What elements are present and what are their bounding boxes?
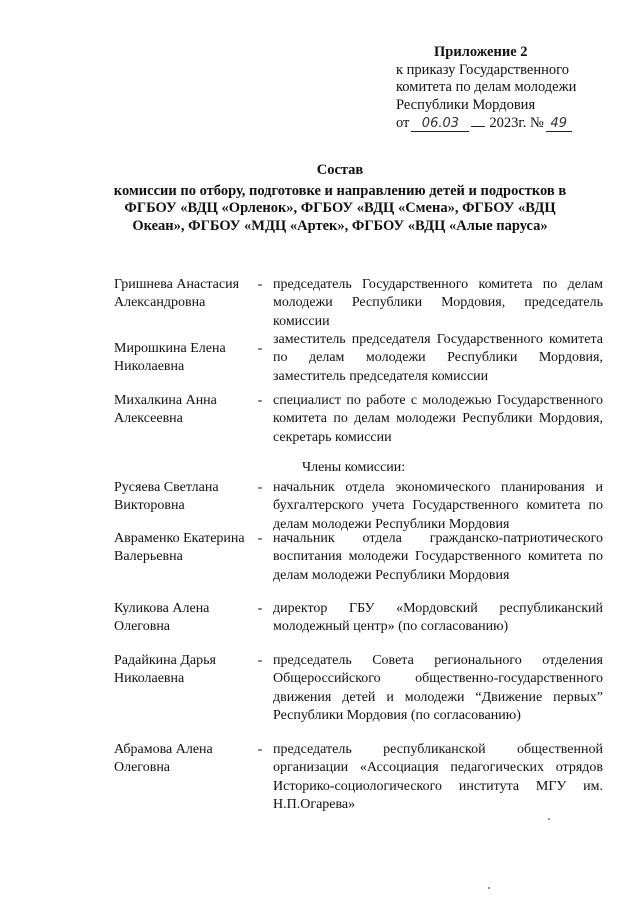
blank-line: [471, 114, 485, 127]
person-name: Михалкина Анна Алексеевна: [114, 393, 217, 427]
dash: -: [257, 341, 263, 356]
dash: -: [257, 393, 263, 408]
person-name: Мирошкина Елена Николаевна: [114, 341, 226, 375]
scan-speck: [488, 887, 490, 889]
order-date-line: [396, 114, 626, 133]
dash: -: [257, 742, 263, 757]
person-role: начальник отдела экономического планирования и бухгалтерского учета Государственного комитета по делам молодежи Республики Мордовия: [273, 480, 603, 532]
person-name: Абрамова Алена Олеговна: [114, 742, 213, 776]
dash: -: [257, 601, 263, 616]
heading-subtitle: комиссии по отбору, подготовке и направлению детей и подростков в ФГБОУ «ВДЦ «Орленок», ФГБОУ «ВДЦ «Смена», ФГБОУ «ВДЦ Океан», ФГБОУ «МДЦ «Артек», ФГБОУ «ВДЦ «Алые паруса»: [113, 182, 567, 234]
person-name: Гришнева Анастасия Александровна: [114, 277, 240, 311]
appendix-line: Республики Мордовия: [396, 96, 536, 113]
appendix-title: Приложение 2: [434, 44, 528, 60]
handwritten-date: 06.03: [411, 117, 469, 132]
appendix-line: комитета по делам молодежи: [396, 79, 577, 95]
members-heading: Члены комиссии:: [302, 460, 406, 475]
person-name: Радайкина Дарья Николаевна: [114, 653, 216, 687]
person-role: председатель Государственного комитета по делам молодежи Республики Мордовия, председатель комиссии: [273, 277, 603, 329]
dash: -: [257, 653, 263, 668]
person-name: Русяева Светлана Викторовна: [114, 480, 219, 514]
year-text: 2023г. №: [489, 115, 544, 131]
dash: -: [257, 531, 263, 546]
person-role: председатель республиканской общественной организации «Ассоциация педагогических отрядов Историко-социологического института МГУ им. Н.П.Огарева»: [273, 742, 603, 812]
appendix-line: к приказу Государственного: [396, 61, 569, 78]
person-name: Куликова Алена Олеговна: [114, 601, 210, 635]
heading-title: Состав: [316, 162, 364, 178]
person-role: председатель Совета регионального отделения Общероссийского общественно-государственного движения детей и молодежи “Движение первых” Республики Мордовия (по согласованию): [273, 653, 603, 723]
person-role: начальник отдела гражданско-патриотического воспитания молодежи Государственного комитета по делам молодежи Республики Мордовия: [273, 531, 603, 583]
person-role: директор ГБУ «Мордовский республиканский молодежный центр» (по согласованию): [273, 601, 603, 635]
handwritten-order-number: 49: [546, 117, 572, 132]
person-name: Авраменко Екатерина Валерьевна: [114, 531, 245, 565]
appendix-block: [396, 44, 626, 133]
dash: -: [257, 277, 263, 292]
dash: -: [257, 480, 263, 495]
scan-speck: [548, 818, 550, 820]
person-role: специалист по работе с молодежью Государственного комитета по делам молодежи Республики Мордовия, секретарь комиссии: [273, 393, 603, 445]
person-role: заместитель председателя Государственного комитета по делам молодежи Республики Мордовия, заместитель председателя комиссии: [273, 332, 603, 384]
date-prefix: от: [396, 115, 410, 131]
document-heading: [100, 162, 580, 235]
